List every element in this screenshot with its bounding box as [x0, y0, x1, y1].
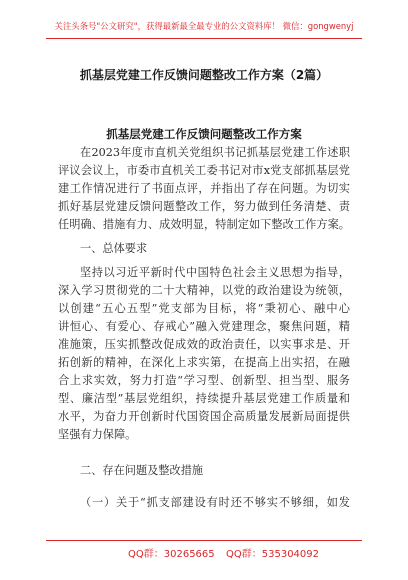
paragraph-line: 坚持以习近平新时代中国特色社会主义思想为指导， [80, 266, 350, 279]
paragraph-line: 型、廉洁型”基层党组织，持续提升基层党建工作质量和 [58, 392, 350, 405]
paragraph-line: 讲恒心、有爱心、存戒心”融入党建理念，聚焦问题，精 [58, 320, 350, 333]
paragraph-line: 拓创新的精神，在深化上求实第，在提高上出实招，在融 [58, 356, 350, 369]
paragraph-line: 以创建“五心五型”党支部为目标，将“秉初心、融中心 [58, 302, 350, 315]
paragraph-line: 建工作情况进行了书面点评，并指出了存在问题。为切实 [58, 182, 350, 195]
paragraph-line: 在2023年度市直机关党组织书记抓基层党建工作述职 [80, 146, 350, 159]
section-title: 抓基层党建工作反馈问题整改工作方案 [106, 127, 302, 141]
footer-qq-group-2: QQ群：535304092 [226, 549, 320, 560]
header-divider [46, 38, 362, 39]
document-title: 抓基层党建工作反馈问题整改工作方案（2篇） [79, 68, 329, 82]
paragraph-line: 抓好基层党建反馈问题整改工作，努力做到任务清楚、责 [58, 200, 350, 213]
section-heading-problems-and-measures: 二、存在问题及整改措施 [80, 464, 204, 477]
paragraph-line: 评议会议上，市委市直机关工委书记对市x党支部抓基层党 [58, 164, 350, 177]
paragraph-line: 合上求实效，努力打造“学习型、创新型、担当型、服务 [58, 374, 350, 387]
section-heading-general-requirements: 一、总体要求 [80, 242, 148, 255]
footer-divider [46, 540, 362, 541]
paragraph-line: 准施策，压实抓整改促成效的政治责任，以实事求是、开 [58, 338, 350, 351]
paragraph-line: 深入学习贯彻党的二十大精神，以党的政治建设为统领， [58, 284, 350, 297]
paragraph-line: 坚强有力保障。 [58, 428, 137, 441]
paragraph-line: 任明确、措施有力、成效明显，特制定如下整改工作方案。 [58, 218, 350, 231]
paragraph-line: 水平，为奋力开创新时代国资国企高质量发展新局面提供 [58, 410, 350, 423]
paragraph-line: （一）关于“抓支部建设有时还不够实不够细，如发 [80, 496, 350, 509]
footer-qq-group-1: QQ群：30265665 [128, 549, 215, 560]
header-promo-note: 关注头条号"公文研究"，获得最新最全最专业的公文资料库！ 微信：gongwenyj [54, 21, 354, 31]
